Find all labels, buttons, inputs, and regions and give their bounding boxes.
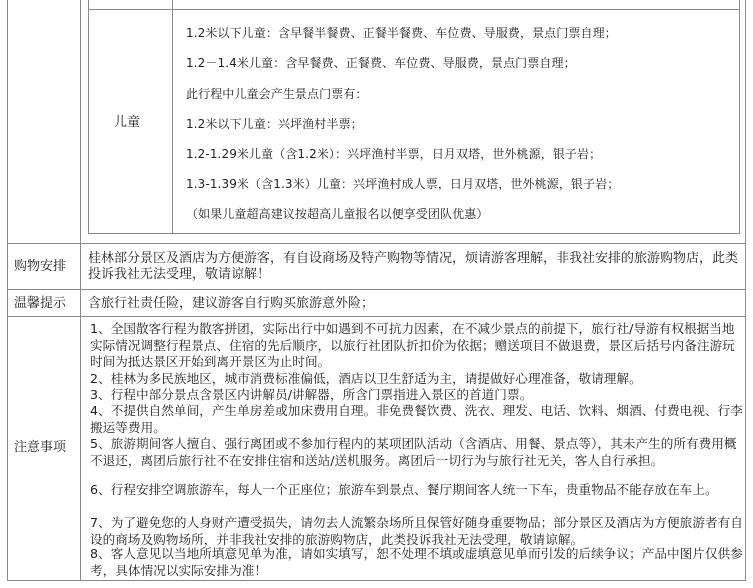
bottom-border [7,580,746,581]
children-line-5: 1.2-1.29米儿童（含1.2米）：兴坪渔村半票，日月双塔，世外桃源，银子岩； [186,147,602,161]
row-divider-notes [7,316,746,317]
note-item-2: 2、桂林为多民族地区，城市消费标准偏低，酒店以卫生舒适为主，请提做好心理准备，敬请理解。 [90,371,642,386]
note-item-8: 8、客人意见以当地所填意见单为准，请如实填写，恕不处理不填或虚填意见单而引发的后续争议；产品中图片仅供参考，具体情况以实际安排为准！ [90,546,743,578]
children-subtable-top-rule [88,9,740,10]
reminder-text: 含旅行社责任险，建议游客自行购买旅游意外险； [88,296,375,311]
note-item-7: 7、为了避免您的人身财产遭受损失，请勿去人流繁杂场所且保管好随身重要物品；部分景区及酒店为方便旅游者有自设的商场及购物场所，并非我社安排的旅游购物店，此类投诉我社无法受理，敬请谅解。 [90,515,743,547]
note-item-3: 3、行程中部分景点含景区内讲解员/讲解器，所含门票指进入景区的首道门票。 [90,387,533,402]
notes-label: 注意事项 [14,440,67,455]
children-line-6: 1.3-1.39米（含1.3米）儿童：兴坪渔村成人票，日月双塔，世外桃源，银子岩； [186,177,620,191]
children-subtable-divider [172,0,173,234]
note-item-5: 5、旅游期间客人擅自、强行离团或不参加行程内的某项团队活动（含酒店、用餐、景点等），其未产生的所有费用概不退还，离团后旅行社不在安排住宿和送站/送机服务。离团后一切行为与旅行社无关，客人自行承担。 [90,436,737,468]
note-item-6: 6、行程安排空调旅游车，每人一个正座位；旅游车到景点、餐厅期间客人统一下车，贵重物品不能存放在车上。 [90,482,718,497]
label-column-divider [80,0,81,581]
shopping-text: 桂林部分景区及酒店为方便游客，有自设商场及特产购物等情况，烦请游客理解，非我社安排的旅游购物店，此类投诉我社无法受理，敬请谅解！ [88,251,739,283]
row-divider-shopping [7,243,746,244]
shopping-label: 购物安排 [14,259,67,274]
children-label: 儿童 [114,115,141,130]
children-line-4: 1.2米以下儿童：兴坪渔村半票； [186,117,363,131]
children-line-1: 1.2米以下儿童：含早餐半餐费、正餐半餐费、车位费、导服费，景点门票自理； [186,26,617,40]
children-line-7: （如果儿童超高建议按超高儿童报名以便享受团队优惠） [186,207,489,221]
children-line-3: 此行程中儿童会产生景点门票有： [186,87,368,101]
children-line-2: 1.2－1.4米儿童：含早餐费、正餐费、车位费、导服费，景点门票自理； [186,56,576,70]
left-border [7,0,8,581]
row-divider-reminder [7,289,746,290]
note-item-4: 4、不提供自然单间，产生单房差或加床费用自理。非免费餐饮费、洗衣、理发、电话、饮料、烟酒、付费电视、行李搬运等费用。 [90,403,743,435]
note-item-1: 1、全国散客行程为散客拼团，实际出行中如遇到不可抗力因素，在不减少景点的前提下，旅行社/导游有权根据当地实际情况调整行程景点、住宿的先后顺序，以旅行社团队折扣价为依据；赠送项目不做退费，景区后括号内备注游玩时间为抵达景区开始到离开景区为止时间。 [90,321,735,370]
reminder-label: 温馨提示 [14,296,67,311]
